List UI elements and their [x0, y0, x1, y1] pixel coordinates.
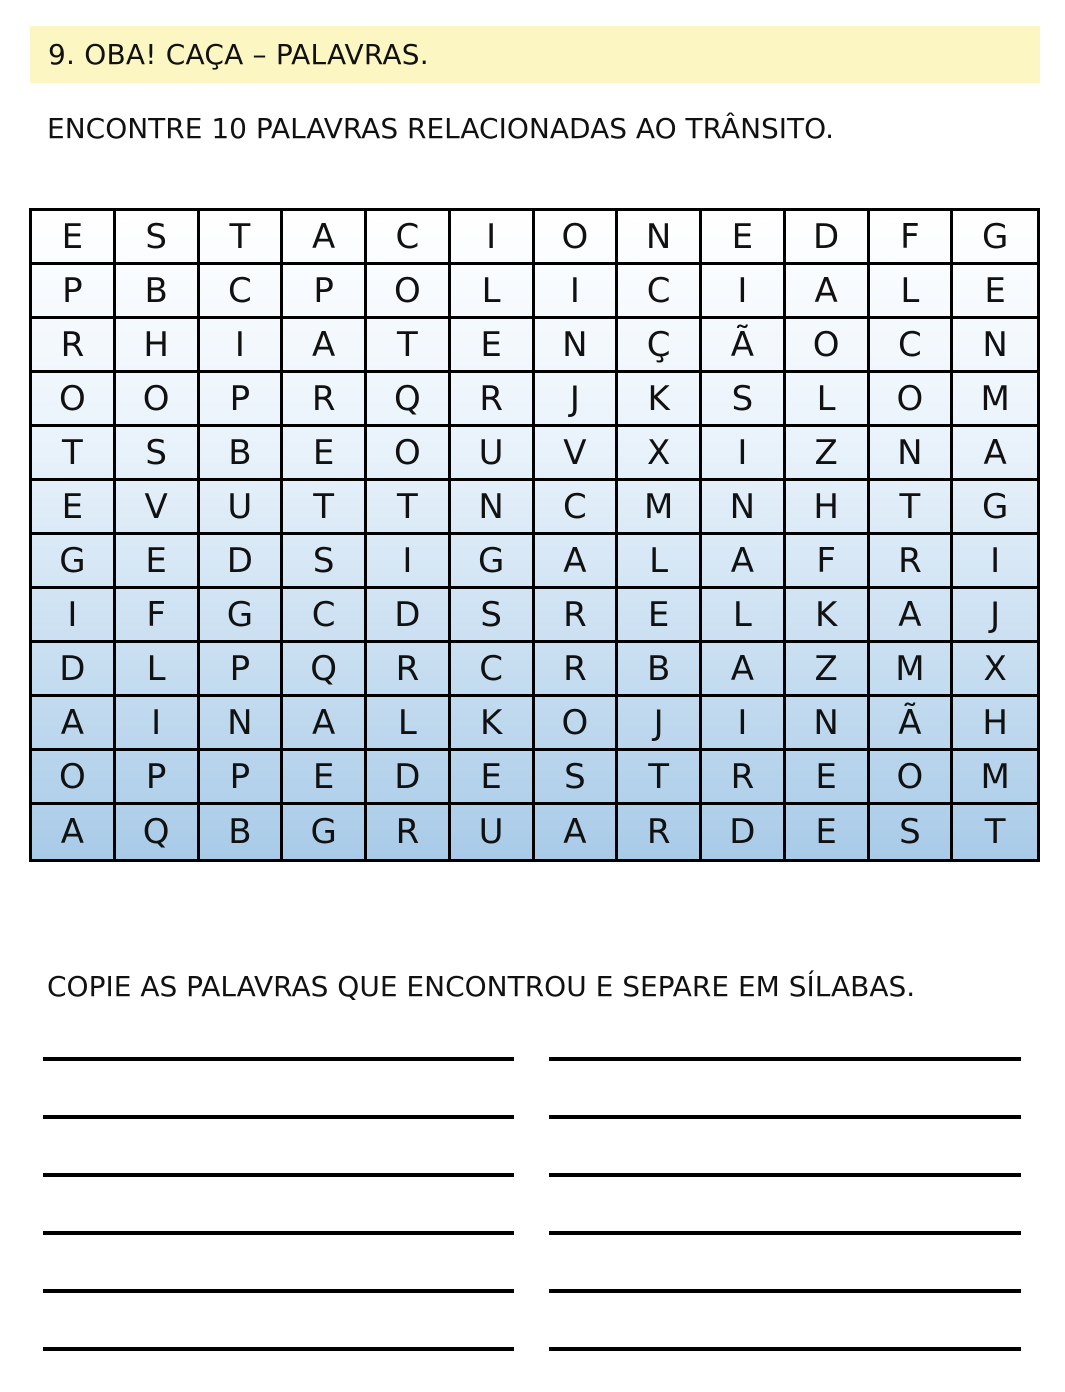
grid-cell[interactable]: L: [367, 697, 451, 751]
grid-cell[interactable]: D: [367, 589, 451, 643]
answer-line[interactable]: [549, 1289, 1021, 1293]
grid-cell[interactable]: S: [702, 373, 786, 427]
answer-line[interactable]: [43, 1347, 514, 1351]
grid-cell[interactable]: E: [32, 481, 116, 535]
grid-cell[interactable]: E: [702, 211, 786, 265]
grid-cell[interactable]: F: [786, 535, 870, 589]
grid-cell[interactable]: C: [283, 589, 367, 643]
grid-cell[interactable]: A: [786, 265, 870, 319]
grid-cell[interactable]: N: [786, 697, 870, 751]
grid-cell[interactable]: G: [953, 211, 1037, 265]
grid-cell[interactable]: Ç: [618, 319, 702, 373]
grid-cell[interactable]: N: [870, 427, 954, 481]
grid-cell[interactable]: D: [702, 805, 786, 859]
grid-cell[interactable]: E: [283, 427, 367, 481]
grid-cell[interactable]: R: [367, 805, 451, 859]
grid-cell[interactable]: S: [535, 751, 619, 805]
grid-cell[interactable]: O: [32, 373, 116, 427]
grid-cell[interactable]: S: [116, 211, 200, 265]
grid-cell[interactable]: J: [535, 373, 619, 427]
grid-cell[interactable]: E: [786, 805, 870, 859]
grid-cell[interactable]: O: [535, 697, 619, 751]
grid-cell[interactable]: U: [451, 805, 535, 859]
grid-cell[interactable]: D: [786, 211, 870, 265]
grid-cell[interactable]: T: [367, 319, 451, 373]
grid-cell[interactable]: R: [451, 373, 535, 427]
grid-cell[interactable]: R: [535, 643, 619, 697]
grid-cell[interactable]: P: [283, 265, 367, 319]
grid-cell[interactable]: A: [953, 427, 1037, 481]
grid-cell[interactable]: Q: [283, 643, 367, 697]
grid-cell[interactable]: V: [535, 427, 619, 481]
grid-cell[interactable]: R: [367, 643, 451, 697]
grid-cell[interactable]: J: [953, 589, 1037, 643]
grid-cell[interactable]: E: [451, 319, 535, 373]
grid-cell[interactable]: I: [32, 589, 116, 643]
answer-line[interactable]: [549, 1057, 1021, 1061]
grid-cell[interactable]: L: [451, 265, 535, 319]
grid-cell[interactable]: D: [200, 535, 284, 589]
grid-cell[interactable]: I: [200, 319, 284, 373]
grid-cell[interactable]: G: [451, 535, 535, 589]
grid-cell[interactable]: R: [702, 751, 786, 805]
grid-cell[interactable]: T: [367, 481, 451, 535]
answer-line[interactable]: [43, 1115, 514, 1119]
grid-cell[interactable]: R: [32, 319, 116, 373]
exercise-title: 9. OBA! CAÇA – PALAVRAS.: [48, 38, 429, 71]
grid-cell[interactable]: T: [200, 211, 284, 265]
grid-cell[interactable]: S: [283, 535, 367, 589]
grid-cell[interactable]: N: [535, 319, 619, 373]
grid-cell[interactable]: T: [283, 481, 367, 535]
grid-cell[interactable]: Q: [116, 805, 200, 859]
instruction-text: ENCONTRE 10 PALAVRAS RELACIONADAS AO TRÂNSITO.: [47, 112, 834, 145]
grid-cell[interactable]: H: [953, 697, 1037, 751]
grid-cell[interactable]: S: [451, 589, 535, 643]
grid-cell[interactable]: Z: [786, 427, 870, 481]
grid-cell[interactable]: C: [451, 643, 535, 697]
answer-line[interactable]: [43, 1173, 514, 1177]
grid-cell[interactable]: L: [702, 589, 786, 643]
grid-cell[interactable]: G: [283, 805, 367, 859]
grid-cell[interactable]: A: [535, 805, 619, 859]
grid-cell[interactable]: C: [618, 265, 702, 319]
answer-line[interactable]: [43, 1289, 514, 1293]
grid-cell[interactable]: K: [451, 697, 535, 751]
grid-cell[interactable]: N: [451, 481, 535, 535]
grid-cell[interactable]: C: [870, 319, 954, 373]
copy-instruction-text: COPIE AS PALAVRAS QUE ENCONTROU E SEPARE EM SÍLABAS.: [47, 970, 916, 1003]
grid-cell[interactable]: P: [32, 265, 116, 319]
grid-cell[interactable]: P: [200, 643, 284, 697]
grid-cell[interactable]: K: [786, 589, 870, 643]
grid-cell[interactable]: O: [870, 751, 954, 805]
grid-cell[interactable]: L: [870, 265, 954, 319]
grid-cell[interactable]: L: [618, 535, 702, 589]
grid-cell[interactable]: T: [32, 427, 116, 481]
grid-cell[interactable]: I: [116, 697, 200, 751]
grid-cell[interactable]: I: [702, 697, 786, 751]
grid-cell[interactable]: B: [200, 805, 284, 859]
grid-cell[interactable]: I: [451, 211, 535, 265]
grid-cell[interactable]: H: [786, 481, 870, 535]
grid-cell[interactable]: O: [535, 211, 619, 265]
grid-cell[interactable]: P: [200, 751, 284, 805]
grid-cell[interactable]: E: [32, 211, 116, 265]
grid-cell[interactable]: F: [116, 589, 200, 643]
grid-cell[interactable]: O: [786, 319, 870, 373]
grid-cell[interactable]: A: [702, 643, 786, 697]
grid-cell[interactable]: L: [116, 643, 200, 697]
grid-cell[interactable]: T: [870, 481, 954, 535]
grid-cell[interactable]: E: [786, 751, 870, 805]
grid-cell[interactable]: K: [618, 373, 702, 427]
grid-cell[interactable]: N: [702, 481, 786, 535]
grid-cell[interactable]: D: [32, 643, 116, 697]
grid-cell[interactable]: Z: [786, 643, 870, 697]
grid-cell[interactable]: E: [953, 265, 1037, 319]
grid-cell[interactable]: J: [618, 697, 702, 751]
grid-cell[interactable]: C: [535, 481, 619, 535]
grid-cell[interactable]: N: [953, 319, 1037, 373]
grid-cell[interactable]: A: [283, 319, 367, 373]
grid-cell[interactable]: B: [618, 643, 702, 697]
grid-cell[interactable]: U: [451, 427, 535, 481]
grid-cell[interactable]: G: [32, 535, 116, 589]
grid-cell[interactable]: B: [200, 427, 284, 481]
grid-cell[interactable]: P: [116, 751, 200, 805]
grid-cell[interactable]: F: [870, 211, 954, 265]
grid-cell[interactable]: H: [116, 319, 200, 373]
grid-cell[interactable]: X: [618, 427, 702, 481]
grid-cell[interactable]: Ã: [870, 697, 954, 751]
grid-cell[interactable]: G: [200, 589, 284, 643]
grid-cell[interactable]: X: [953, 643, 1037, 697]
grid-cell[interactable]: O: [870, 373, 954, 427]
grid-cell[interactable]: P: [200, 373, 284, 427]
answer-line[interactable]: [43, 1231, 514, 1235]
grid-cell[interactable]: I: [535, 265, 619, 319]
answer-line[interactable]: [43, 1057, 514, 1061]
grid-cell[interactable]: E: [283, 751, 367, 805]
grid-cell[interactable]: A: [870, 589, 954, 643]
grid-cell[interactable]: A: [32, 805, 116, 859]
grid-cell[interactable]: N: [200, 697, 284, 751]
answer-line[interactable]: [549, 1231, 1021, 1235]
grid-cell[interactable]: D: [367, 751, 451, 805]
grid-cell[interactable]: R: [618, 805, 702, 859]
grid-cell[interactable]: I: [367, 535, 451, 589]
grid-cell[interactable]: V: [116, 481, 200, 535]
grid-cell[interactable]: L: [786, 373, 870, 427]
grid-cell[interactable]: R: [535, 589, 619, 643]
grid-cell[interactable]: N: [618, 211, 702, 265]
grid-cell[interactable]: O: [367, 265, 451, 319]
word-search-grid: [29, 208, 1040, 862]
grid-cell[interactable]: R: [870, 535, 954, 589]
grid-cell[interactable]: G: [953, 481, 1037, 535]
grid-cell[interactable]: M: [953, 373, 1037, 427]
grid-cell[interactable]: C: [200, 265, 284, 319]
grid-cell[interactable]: M: [618, 481, 702, 535]
grid-cell[interactable]: T: [618, 751, 702, 805]
grid-cell[interactable]: O: [32, 751, 116, 805]
grid-cell[interactable]: A: [702, 535, 786, 589]
grid-cell[interactable]: A: [32, 697, 116, 751]
grid-cell[interactable]: A: [283, 211, 367, 265]
grid-cell[interactable]: U: [200, 481, 284, 535]
grid-cell[interactable]: I: [702, 427, 786, 481]
grid-cell[interactable]: S: [116, 427, 200, 481]
grid-cell[interactable]: M: [953, 751, 1037, 805]
grid-cell[interactable]: T: [984, 812, 1006, 852]
answer-line[interactable]: [549, 1347, 1021, 1351]
grid-cell[interactable]: M: [870, 643, 954, 697]
grid-cell[interactable]: R: [283, 373, 367, 427]
answer-line[interactable]: [549, 1173, 1021, 1177]
grid-cell[interactable]: O: [367, 427, 451, 481]
grid-cell[interactable]: I: [953, 535, 1037, 589]
grid-cell[interactable]: O: [116, 373, 200, 427]
grid-cell[interactable]: A: [283, 697, 367, 751]
grid-cell[interactable]: E: [618, 589, 702, 643]
grid-cell[interactable]: B: [116, 265, 200, 319]
grid-cell[interactable]: E: [116, 535, 200, 589]
grid-cell[interactable]: C: [367, 211, 451, 265]
grid-cell[interactable]: S: [870, 805, 954, 859]
grid-cell[interactable]: A: [535, 535, 619, 589]
grid-cell[interactable]: E: [451, 751, 535, 805]
header-band: [30, 26, 1040, 83]
grid-cell[interactable]: I: [702, 265, 786, 319]
answer-line[interactable]: [549, 1115, 1021, 1119]
grid-cell[interactable]: Ã: [702, 319, 786, 373]
grid-cell[interactable]: Q: [367, 373, 451, 427]
